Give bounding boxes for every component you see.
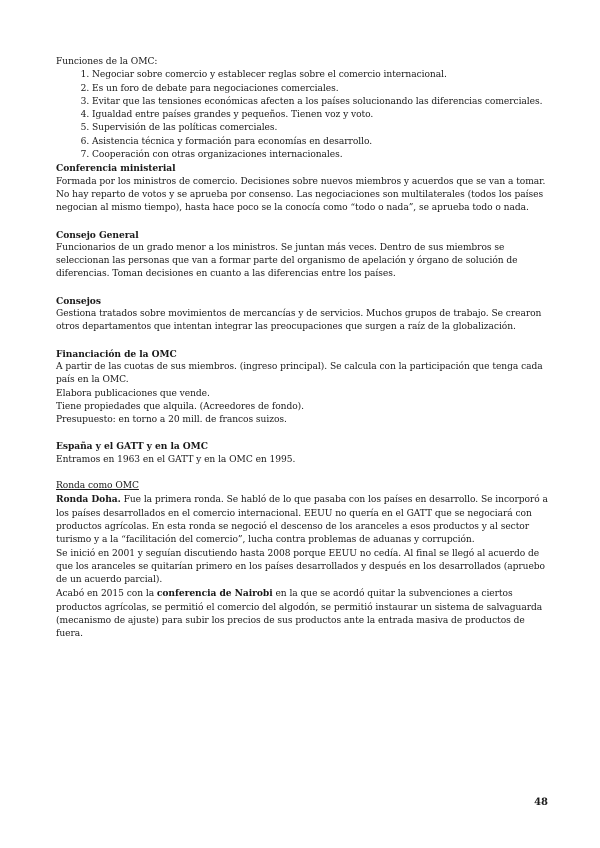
ronda-paragraph-1-text: Fue la primera ronda. Se habló de lo que pasaba con los países en desarrollo. Se incorporó a los países desarrollados en el comercio internacional. EEUU no quería en el GATT que se negociará con productos agrícolas. En esta ronda se negoció el descenso de los aranceles a esos productos y al sector turismo y a la “facilitación del comercio”, lucha contra problemas de aduanas y corrupción.: [56, 495, 548, 546]
funciones-title: Funciones de la OMC:: [56, 57, 158, 67]
page-content: [56, 56, 548, 642]
consejo-general-heading: Consejo General: [56, 229, 139, 241]
ronda-paragraph-3: [56, 587, 548, 641]
financiacion-line: Elabora publicaciones que vende.: [56, 388, 210, 399]
list-item: 5. Supervisión de las políticas comerciales.: [92, 122, 548, 135]
ronda-heading: Ronda como OMC: [56, 481, 139, 492]
financiacion-line: Tiene propiedades que alquila. (Acreedores de fondo).: [56, 401, 304, 412]
list-item: 6. Asistencia técnica y formación para economías en desarrollo.: [92, 136, 548, 149]
ronda-paragraph-3-start: Acabó en 2015 con la: [56, 589, 157, 600]
list-item: 4. Igualdad entre países grandes y pequeños. Tienen voz y voto.: [92, 109, 548, 122]
spacer: [56, 467, 548, 480]
ronda-paragraph-3-text: en la que se acordó quitar la subvenciones a ciertos productos agrícolas, se permitió el comercio del algodón, se permitió instaurar un sistema de salvaguarda (mecanismo de ajuste) para subir los precios de sus productos ante la entrada masiva de productos de fuera.: [56, 589, 543, 640]
conferencia-heading: Conferencia ministerial: [56, 163, 176, 175]
consejo-general-text: Funcionarios de un grado menor a los ministros. Se juntan más veces. Dentro de sus miembros se seleccionan las personas que van a formar parte del organismo de apelación y órgano de solución de diferencias. Toman decisiones en cuanto a las diferencias entre los países.: [56, 242, 518, 280]
financiacion-line: A partir de las cuotas de sus miembros. (ingreso principal). Se calcula con la participación que tenga cada país en la OMC.: [56, 361, 543, 386]
espana-heading: España y el GATT y en la OMC: [56, 441, 208, 453]
financiacion-line: Presupuesto: en torno a 20 mill. de francos suizos.: [56, 415, 287, 426]
ronda-paragraph-2: Se inició en 2001 y seguían discutiendo hasta 2008 porque EEUU no cedía. Al final se llegó al acuerdo de que los aranceles se quitarían primero en los países desarrollados y después en los desarrollados (apruebo de un acuerdo parcial).: [56, 548, 545, 586]
funciones-list: [56, 69, 548, 162]
espana-text: Entramos en 1963 en el GATT y en la OMC en 1995.: [56, 454, 296, 465]
nairobi-label: conferencia de Nairobi: [156, 588, 273, 600]
conferencia-text: Formada por los ministros de comercio. Decisiones sobre nuevos miembros y acuerdos que se van a tomar. No hay reparto de votos y se aprueba por consenso. Las negociaciones son multilaterales (todos los países negocian al mismo tiempo), hasta hace poco se la conocía como “todo o nada”, se aprueba todo o nada.: [56, 176, 546, 214]
list-item: 7. Cooperación con otras organizaciones internacionales.: [92, 149, 548, 162]
page-number: 48: [534, 797, 548, 808]
spacer: [56, 282, 548, 295]
consejos-text: Gestiona tratados sobre movimientos de mercancías y de servicios. Muchos grupos de trabajo. Se crearon otros departamentos que intentan integrar las preocupaciones que surgen a raíz de la globalización.: [56, 309, 542, 333]
spacer: [56, 427, 548, 440]
list-item: 2. Es un foro de debate para negociaciones comerciales.: [92, 83, 548, 96]
spacer: [56, 216, 548, 229]
ronda-paragraph-1: [56, 493, 548, 547]
spacer: [56, 335, 548, 348]
list-item: 3. Evitar que las tensiones económicas afecten a los países solucionando las diferencias comerciales.: [92, 96, 548, 109]
consejos-heading: Consejos: [56, 295, 101, 307]
ronda-doha-label: Ronda Doha.: [56, 494, 121, 506]
list-item: 1. Negociar sobre comercio y establecer reglas sobre el comercio internacional.: [92, 69, 548, 82]
financiacion-heading: Financiación de la OMC: [56, 348, 177, 360]
